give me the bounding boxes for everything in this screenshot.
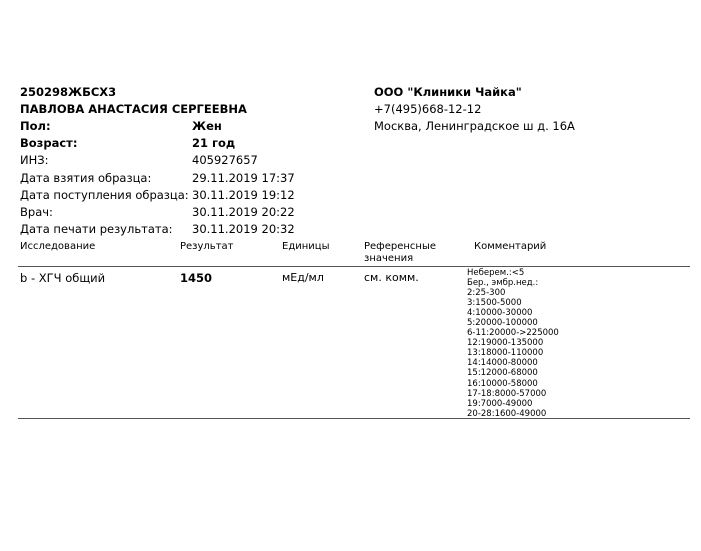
comment-line: 19:7000-49000 (467, 398, 533, 409)
sample-taken-label: Дата взятия образца: (20, 171, 152, 185)
row-comments (467, 268, 559, 419)
header-comments: Комментарий (474, 241, 547, 252)
comment-line: 3:1500-5000 (467, 298, 522, 309)
comment-line: 6-11:20000->225000 (467, 328, 559, 339)
header-reference-line2: значения (364, 253, 414, 264)
patient-name: ПАВЛОВА АНАСТАСИЯ СЕРГЕЕВНА (20, 102, 247, 116)
row-result-value: 1450 (180, 271, 213, 285)
comment-line: Неберем.:<5 (467, 268, 525, 278)
inz-value: 405927657 (192, 153, 258, 167)
clinic-name: ООО "Клиники Чайка" (374, 85, 522, 99)
comment-line: 4:10000-30000 (467, 308, 533, 319)
comment-line: 12:19000-135000 (467, 338, 544, 349)
row-reference: см. комм. (364, 271, 419, 284)
sex-label: Пол: (20, 119, 51, 133)
header-test: Исследование (20, 241, 96, 252)
header-reference-line1: Референсные (364, 241, 437, 252)
header-units: Единицы (282, 241, 330, 252)
comment-line: 2:25-300 (467, 288, 506, 299)
clinic-phone: +7(495)668-12-12 (374, 102, 482, 116)
sex-value: Жен (192, 119, 222, 133)
comment-line: 5:20000-100000 (467, 318, 538, 329)
sample-taken-value: 29.11.2019 17:37 (192, 171, 295, 185)
row-units: мЕд/мл (282, 271, 324, 284)
comment-line: Бер., эмбр.нед.: (467, 278, 539, 289)
comment-line: 16:10000-58000 (467, 378, 538, 389)
comment-line: 14:14000-80000 (467, 358, 538, 369)
table-header-divider (18, 266, 690, 267)
print-date-label: Дата печати результата: (20, 222, 173, 236)
age-value: 21 год (192, 136, 236, 150)
comment-line: 20-28:1600-49000 (467, 408, 547, 419)
sample-received-label: Дата поступления образца: (20, 188, 189, 202)
header-result: Результат (180, 241, 234, 252)
patient-id: 250298ЖБСХ3 (20, 85, 117, 99)
doctor-value: 30.11.2019 20:22 (192, 205, 295, 219)
inz-label: ИНЗ: (20, 153, 49, 167)
comment-line: 17-18:8000-57000 (467, 388, 547, 399)
row-test-name: b - ХГЧ общий (20, 271, 106, 285)
doctor-label: Врач: (20, 205, 53, 219)
comment-line: 13:18000-110000 (467, 348, 544, 359)
age-label: Возраст: (20, 136, 78, 150)
comment-line: 15:12000-68000 (467, 368, 538, 379)
print-date-value: 30.11.2019 20:32 (192, 222, 295, 236)
table-bottom-divider (18, 418, 690, 419)
clinic-address: Москва, Ленинградское ш д. 16А (374, 119, 575, 133)
sample-received-value: 30.11.2019 19:12 (192, 188, 295, 202)
